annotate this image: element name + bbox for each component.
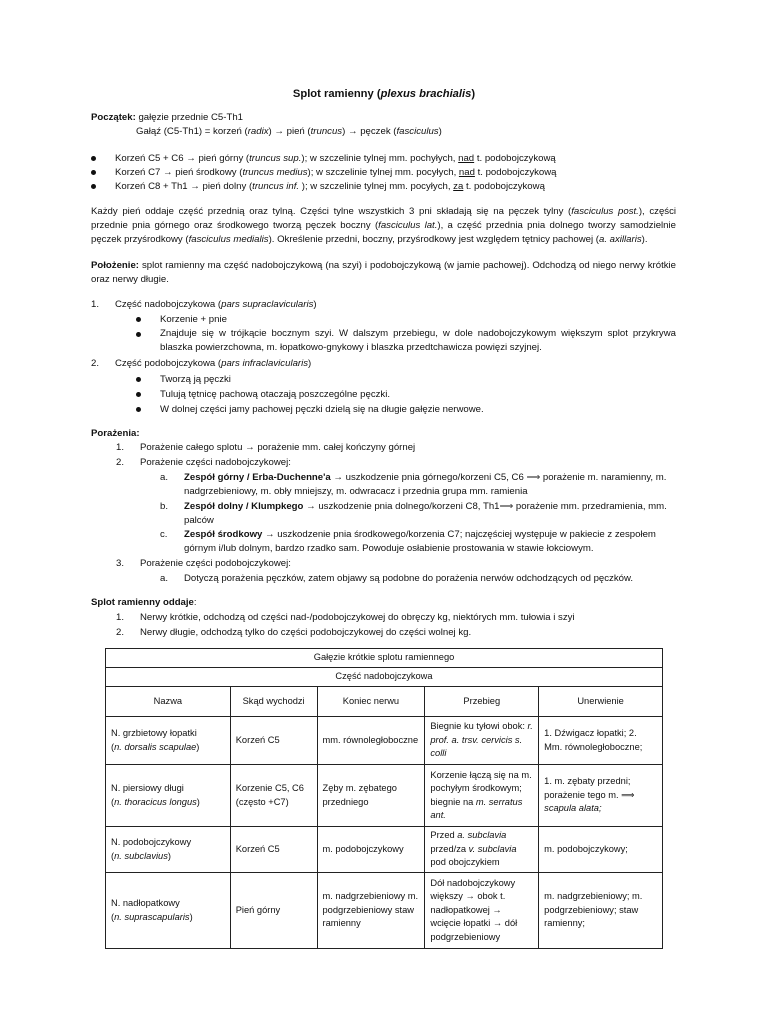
innervation-cell: 1. Dźwigacz łopatki; 2. Mm. równoległoboczne;	[539, 717, 663, 765]
innervation-cell: 1. m. zębaty przedni; porażenie tego m. ⟹ scapula alata;	[539, 765, 663, 827]
list-item: W dolnej części jamy pachowej pęczki dzielą się na długie gałęzie nerwowe.	[136, 403, 141, 417]
innervation-cell: m. podobojczykowy;	[539, 827, 663, 873]
injuries-heading: Porażenia:	[91, 428, 140, 439]
course-cell: Korzenie łączą się na m. pochyłym środkowym; biegnie na m. serratus ant.	[425, 765, 539, 827]
origin-line: Początek: gałęzie przednie C5-Th1	[91, 112, 243, 123]
root-item: Korzeń C7 → pień środkowy (truncus medius); w szczelinie tylnej mm. pocyłych, nad t. podobojczykową	[91, 166, 96, 180]
course-cell: Przed a. subclavia przed/za v. subclavia pod obojczykiem	[425, 827, 539, 873]
injury-item: 3. Porażenie części podobojczykowej:	[116, 558, 291, 569]
column-header: Nazwa	[106, 687, 231, 717]
nerve-name-cell: N. piersiowy długi (n. thoracicus longus)	[106, 765, 231, 827]
end-cell: Zęby m. zębatego przedniego	[317, 765, 425, 827]
table-row	[106, 873, 663, 949]
end-cell: m. nadgrzebieniowy m. podgrzebieniowy staw ramienny	[317, 873, 425, 949]
table-row	[106, 765, 663, 827]
bullet-icon	[136, 377, 141, 382]
origin-cell: Korzeń C5	[230, 717, 317, 765]
list-item: Korzenie + pnie	[136, 313, 141, 327]
table-title: Gałęzie krótkie splotu ramiennego	[106, 649, 663, 668]
bullet-icon	[136, 392, 141, 397]
column-header: Koniec nerwu	[317, 687, 425, 717]
nerve-group-item: 1. Nerwy krótkie, odchodzą od części nad-/podobojczykowej do obręczy kg, niektórych mm. tułowia i szyi	[116, 612, 575, 623]
end-cell: mm. równoległobocznе	[317, 717, 425, 765]
short-branches-table	[105, 648, 663, 949]
part-heading: 1. Część nadobojczykowa (pars supraclavicularis)	[91, 299, 317, 310]
bullet-icon	[91, 170, 96, 175]
table-row	[106, 827, 663, 873]
part-heading: 2. Część podobojczykowa (pars infraclavicularis)	[91, 358, 312, 369]
column-header: Skąd wychodzi	[230, 687, 317, 717]
list-item: Tworzą ją pęczki	[136, 373, 141, 387]
innervation-cell: m. nadgrzebieniowy; m. podgrzebieniowy; staw ramienny;	[539, 873, 663, 949]
branch-line: Gałąź (C5-Th1) = korzeń (radix) → pień (truncus) → pęczek (fasciculus)	[136, 126, 442, 137]
page-title: Splot ramienny (plexus brachialis)	[292, 88, 476, 100]
column-header: Przebieg	[425, 687, 539, 717]
end-cell: m. podobojczykowy	[317, 827, 425, 873]
position-paragraph: Położenie: splot ramienny ma część nadobojczykową (na szyi) i podobojczykową (w jamie pachowej). Odchodzą od niego nerwy krótkie oraz nerwy długie.	[91, 260, 676, 285]
origin-cell: Pień górny	[230, 873, 317, 949]
syndrome-item: a. Zespół górny / Erba-Duchenne'a → uszkodzenie pnia górnego/korzeni C5, C6 ⟹ porażenie m. naramienny, m. nadgrzebieniowy, m. obły mniejszy, m. odwracacz i przednia grupa mm. ramienia	[160, 472, 667, 497]
list-item: Znajduje się w trójkącie bocznym szyi. W dalszym przebiegu, w dole nadobojczykowym większym splot przykrywa blaszka powierzchowna, m. łopatkowo-gnykowy i blaszka przedtchawicza powięzi szyjnej.	[136, 327, 676, 355]
bullet-icon	[136, 317, 141, 322]
root-item: Korzeń C8 + Th1 → pień dolny (truncus inf. ); w szczelinie tylnej mm. pocyłych, za t. podobojczykową	[91, 180, 96, 194]
root-item: Korzeń C5 + C6 → pień górny (truncus sup.); w szczelinie tylnej mm. pochyłych, nad t. podobojczykową	[91, 152, 96, 166]
gives-heading: Splot ramienny oddaje:	[91, 597, 197, 608]
syndrome-item: a. Dotyczą porażenia pęczków, zatem objawy są podobne do porażenia nerwów odchodzących od pęczków.	[160, 573, 634, 584]
nerve-name-cell: N. nadłopatkowy (n. suprascapularis)	[106, 873, 231, 949]
table-subtitle: Część nadobojczykowa	[106, 668, 663, 687]
nerve-name-cell: N. grzbietowy łopatki (n. dorsalis scapulae)	[106, 717, 231, 765]
origin-cell: Korzeń C5	[230, 827, 317, 873]
bullet-icon	[136, 332, 141, 337]
bullet-icon	[136, 407, 141, 412]
nerve-group-item: 2. Nerwy długie, odchodzą tylko do części podobojczykowej do części wolnej kg.	[116, 627, 472, 638]
nerve-name-cell: N. podobojczykowy (n. subclavius)	[106, 827, 231, 873]
course-cell: Biegnie ku tyłowi obok: r. prof. a. trsv. cervicis s. colli	[425, 717, 539, 765]
syndrome-item: b. Zespół dolny / Klumpkego → uszkodzenie pnia dolnego/korzeni C8, Th1⟹ porażenie mm. przedramienia, mm. palców	[160, 501, 667, 526]
origin-cell: Korzenie C5, C6 (często +C7)	[230, 765, 317, 827]
bullet-icon	[91, 156, 96, 161]
injury-item: 2. Porażenie części nadobojczykowej:	[116, 457, 291, 468]
table-row	[106, 717, 663, 765]
bullet-icon	[91, 184, 96, 189]
fascicles-paragraph: Każdy pień oddaje część przednią oraz tylną. Części tylne wszystkich 3 pni składają się na pęczek tylny (fasciculus post.), części przednie pnia górnego oraz środkowego tworzą pęczek boczny (fasciculus lat.), a część przednia pnia dolnego tworzy samodzielnie pęczek przyśrodkowy (fasciculus medialis). Określenie przedni, boczny, przyśrodkowy jest względem tętnicy pachowej (a. axillaris).	[91, 206, 677, 245]
column-header: Unerwienie	[539, 687, 663, 717]
course-cell: Dół nadobojczykowy większy → obok t. nadłopatkowej → wcięcie łopatki → dół podgrzebieniowy	[425, 873, 539, 949]
syndrome-item: c. Zespół środkowy → uszkodzenie pnia środkowego/korzenia C7; najczęściej występuje w pakiecie z zespołem górnym i/lub dolnym, bardzo rzadko sam. Powoduje osłabienie prostowania w stawie łokciowym.	[160, 529, 656, 554]
injury-item: 1. Porażenie całego splotu → porażenie mm. całej kończyny górnej	[116, 442, 416, 453]
list-item: Tulują tętnicę pachową otaczają poszczególne pęczki.	[136, 388, 141, 402]
